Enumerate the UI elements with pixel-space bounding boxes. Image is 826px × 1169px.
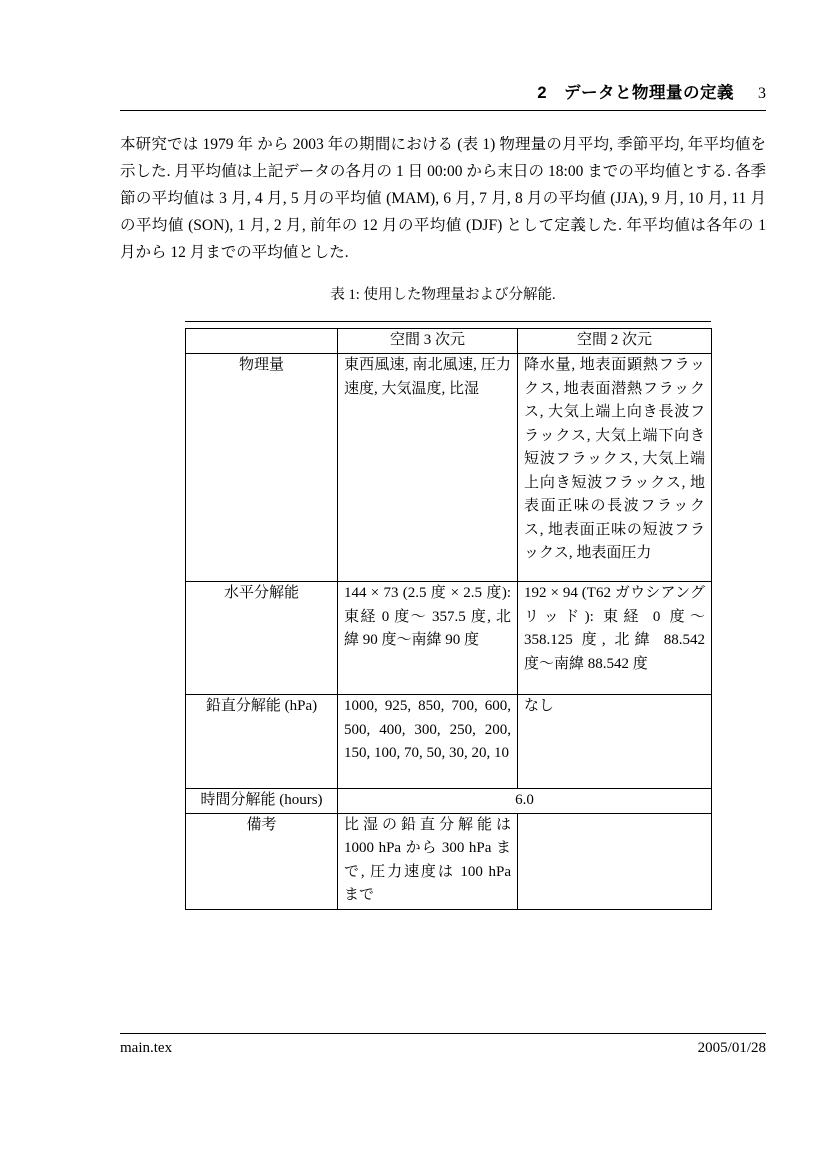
row-label: 鉛直分解能 (hPa) [186, 695, 338, 789]
column-header-empty [186, 329, 338, 354]
cell-3d: 144 × 73 (2.5 度 × 2.5 度): 東経 0 度〜 357.5 度, 北緯 90 度〜南緯 90 度 [338, 582, 518, 695]
table-row-vertical-resolution [186, 695, 712, 789]
table-row-horizontal-resolution [186, 582, 712, 695]
cell-2d: なし [518, 695, 712, 789]
page-header [120, 84, 766, 111]
table-caption: 表 1: 使用した物理量および分解能. [330, 287, 556, 303]
column-header-3d: 空間 3 次元 [338, 329, 518, 354]
column-header-2d: 空間 2 次元 [518, 329, 712, 354]
cell-3d: 東西風速, 南北風速, 圧力速度, 大気温度, 比湿 [338, 354, 518, 582]
table-row-time-resolution [186, 789, 712, 814]
table-row-remarks [186, 813, 712, 909]
footer-filename: main.tex [120, 1040, 173, 1056]
cell-2d [518, 813, 712, 909]
cell-3d: 比湿の鉛直分解能は 1000 hPa から 300 hPa まで, 圧力速度は 100 hPa まで [338, 813, 518, 909]
cell-merged: 6.0 [338, 789, 712, 814]
data-table [185, 328, 712, 910]
body-paragraph: 本研究では 1979 年 から 2003 年の期間における (表 1) 物理量の月平均, 季節平均, 年平均値を示した. 月平均値は上記データの各月の 1 日 00:00 から末日の 18:00 までの平均値とする. 各季節の平均値は 3 月, 4 月, 5 月の平均値 (MAM), 6 月, 7 月, 8 月の平均値 (JJA), 9 月, 10 月, 11 月の平均値 (SON), 1 月, 2 月, 前年の 12 月の平均値 (DJF) として定義した. 年平均値は各年の 1 月から 12 月までの平均値とした. [120, 136, 766, 261]
table-row-physical-quantities [186, 354, 712, 582]
row-label: 水平分解能 [186, 582, 338, 695]
table-header-row [186, 329, 712, 354]
cell-2d: 降水量, 地表面顕熱フラックス, 地表面潜熱フラックス, 大気上端上向き長波フラックス, 大気上端下向き短波フラックス, 大気上端上向き短波フラックス, 地表面正味の長波フラックス, 地表面正味の短波フラックス, 地表面圧力 [518, 354, 712, 582]
row-label: 備考 [186, 813, 338, 909]
cell-3d: 1000, 925, 850, 700, 600, 500, 400, 300, 250, 200, 150, 100, 70, 50, 30, 20, 10 [338, 695, 518, 789]
page-footer [120, 1033, 766, 1057]
section-heading: 2 データと物理量の定義 [537, 84, 734, 102]
footer-date: 2005/01/28 [697, 1040, 766, 1056]
row-label: 物理量 [186, 354, 338, 582]
row-label: 時間分解能 (hours) [186, 789, 338, 814]
page-number: 3 [758, 85, 766, 102]
table-container [185, 321, 711, 910]
cell-2d: 192 × 94 (T62 ガウシアングリッド): 東経 0 度〜358.125 度, 北緯 88.542 度〜南緯 88.542 度 [518, 582, 712, 695]
